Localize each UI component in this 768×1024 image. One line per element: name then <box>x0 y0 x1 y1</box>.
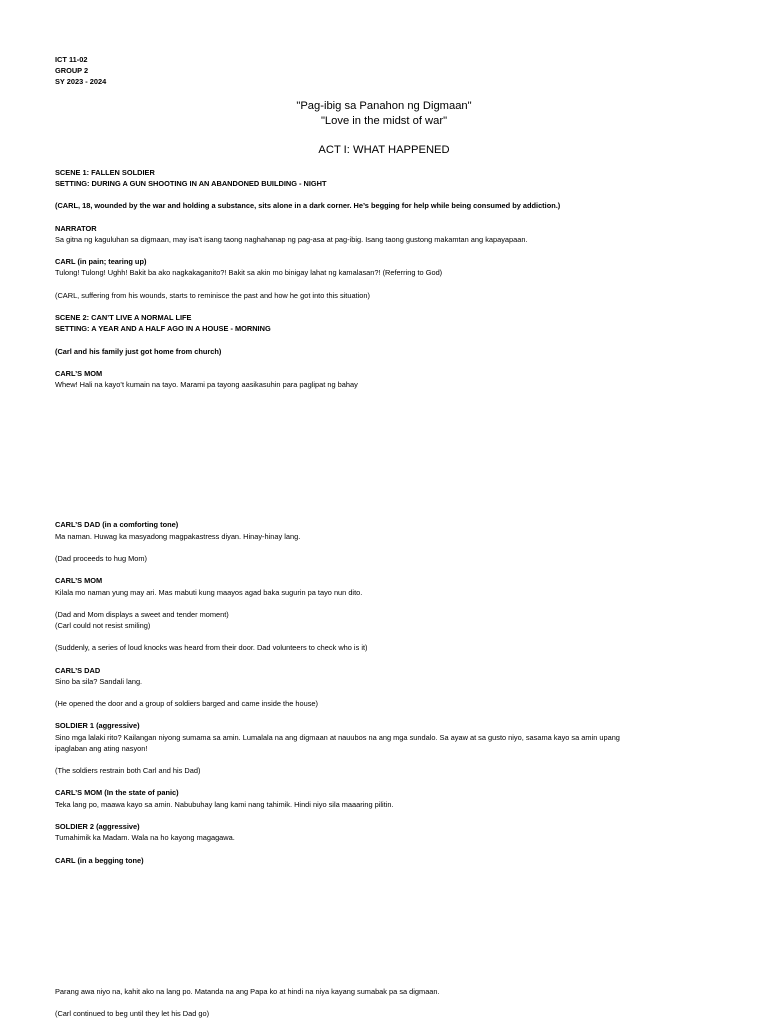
class-label: ICT 11-02 <box>55 55 88 64</box>
act-heading: ACT I: WHAT HAPPENED <box>318 144 450 156</box>
mom3-line: Teka lang po, maawa kayo sa amin. Nabubuhay lang kami nang tahimik. Hindi niyo sila maaaring pilitin. <box>55 800 394 809</box>
soldier2-name: SOLDIER 2 (aggressive) <box>55 822 140 831</box>
carl2-name: CARL (in a begging tone) <box>55 856 144 865</box>
school-year-label: SY 2023 - 2024 <box>55 77 107 86</box>
mom1-name: CARL’S MOM <box>55 369 103 378</box>
carl1-name: CARL (in pain; tearing up) <box>55 257 147 266</box>
narrator-name: NARRATOR <box>55 224 97 233</box>
soldier1-line: Sino mga lalaki rito? Kailangan niyong sumama sa amin. Lumalala na ang digmaan at nauubos na ang mga sundalo. Sa ayaw at sa gusto niyo, sasama kayo sa amin upang <box>55 733 620 742</box>
scene2-title: SCENE 2: CAN’T LIVE A NORMAL LIFE <box>55 313 192 322</box>
mom3-name: CARL’S MOM (In the state of panic) <box>55 788 179 797</box>
mom2-line: Kilala mo naman yung may ari. Mas mabuti kung maayos agad baka sugurin pa tayo nun dito. <box>55 588 363 597</box>
stage-direction: (Carl continued to beg until they let his Dad go) <box>55 1009 210 1018</box>
scene2-setting: SETTING: A YEAR AND A HALF AGO IN A HOUSE - MORNING <box>55 324 271 333</box>
scene1-direction: (CARL, 18, wounded by the war and holding a substance, sits alone in a dark corner. He’s begging for help while being consumed by addiction.) <box>55 201 561 210</box>
soldier2-line: Tumahimik ka Madam. Wala na ho kayong magagawa. <box>55 833 235 842</box>
stage-direction: (Dad proceeds to hug Mom) <box>55 554 148 563</box>
mom2-name: CARL’S MOM <box>55 576 103 585</box>
dad2-name: CARL’S DAD <box>55 666 101 675</box>
stage-direction: (The soldiers restrain both Carl and his Dad) <box>55 766 201 775</box>
dad1-line: Ma naman. Huwag ka masyadong magpakastress diyan. Hinay-hinay lang. <box>55 532 301 541</box>
stage-direction: (Dad and Mom displays a sweet and tender moment) <box>55 610 229 619</box>
dad1-name: CARL’S DAD (in a comforting tone) <box>55 520 179 529</box>
carl1-line: Tulong! Tulong! Ughh! Bakit ba ako nagkakaganito?! Bakit sa akin mo binigay lahat ng kamalasan?! (Referring to God) <box>55 268 443 277</box>
title-english: "Love in the midst of war" <box>320 115 448 127</box>
scene2-direction: (Carl and his family just got home from church) <box>55 347 222 356</box>
scene1-title: SCENE 1: FALLEN SOLDIER <box>55 168 155 177</box>
stage-direction: (He opened the door and a group of soldiers barged and came inside the house) <box>55 699 318 708</box>
carl2-line: Parang awa niyo na, kahit ako na lang po. Matanda na ang Papa ko at hindi na niya kayang sumabak pa sa digmaan. <box>55 987 440 996</box>
group-label: GROUP 2 <box>55 66 89 75</box>
dad2-line: Sino ba sila? Sandali lang. <box>55 677 143 686</box>
title-tagalog: "Pag-ibig sa Panahon ng Digmaan" <box>296 100 472 112</box>
soldier1-name: SOLDIER 1 (aggressive) <box>55 721 140 730</box>
stage-direction: (Carl could not resist smiling) <box>55 621 151 630</box>
mom1-line: Whew! Hali na kayo’t kumain na tayo. Marami pa tayong aasikasuhin para paglipat ng bahay <box>55 380 358 389</box>
stage-direction: (CARL, suffering from his wounds, starts to reminisce the past and how he got into this situation) <box>55 291 370 300</box>
stage-direction: (Suddenly, a series of loud knocks was heard from their door. Dad volunteers to check who is it) <box>55 643 368 652</box>
scene1-setting: SETTING: DURING A GUN SHOOTING IN AN ABANDONED BUILDING - NIGHT <box>55 179 327 188</box>
soldier1-line-continued: ipaglaban ang ating nasyon! <box>55 744 148 753</box>
narrator-line: Sa gitna ng kaguluhan sa digmaan, may isa’t isang taong naghahanap ng pag-asa at pag-ibig. Isang taong gustong makamtan ang kapayapaan. <box>55 235 528 244</box>
